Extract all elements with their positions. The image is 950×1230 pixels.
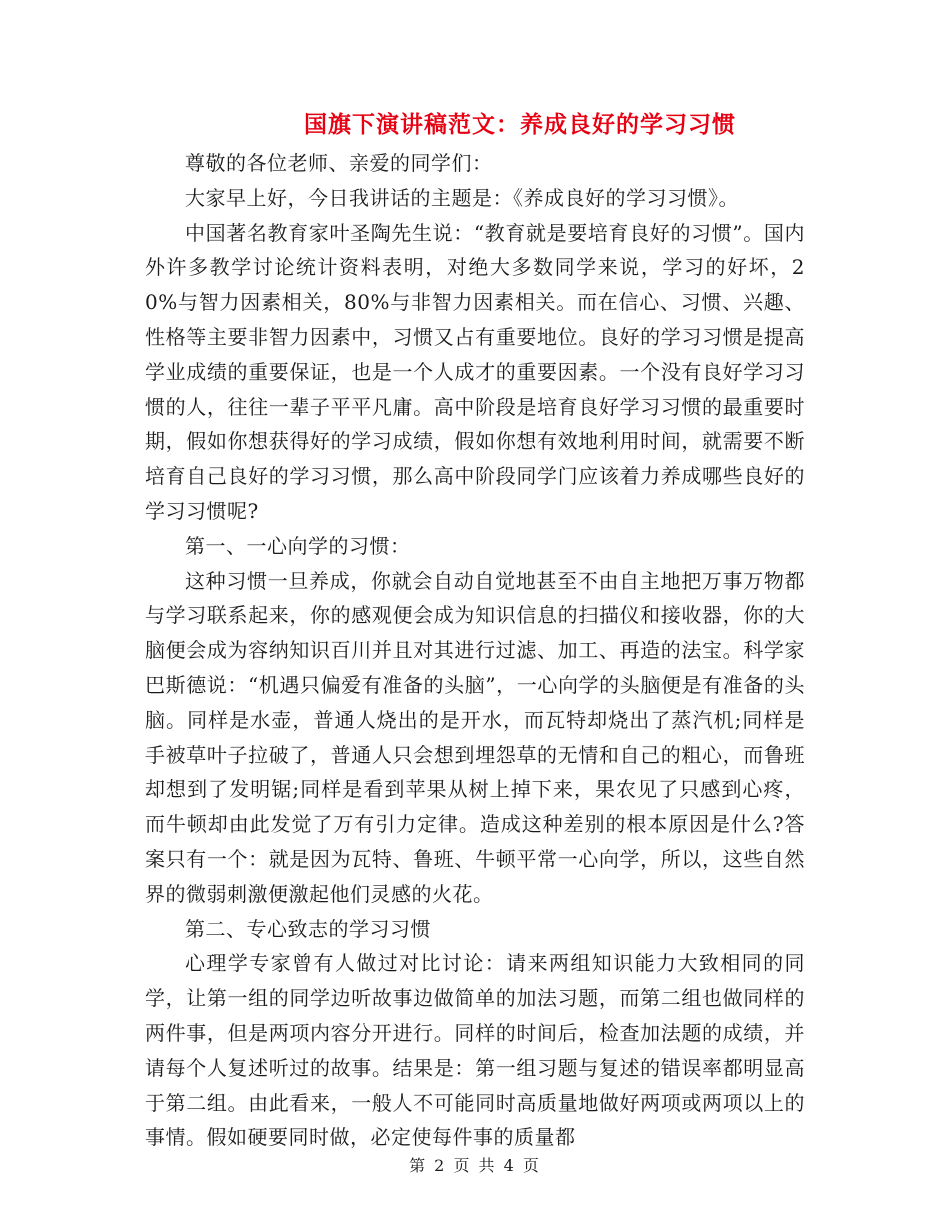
paragraph-opening: 大家早上好，今日我讲话的主题是：《养成良好的学习习惯》。 [185,185,739,210]
document-body [145,146,805,1155]
section-heading-2: 第二、专心致志的学习习惯 [185,916,431,941]
paragraph-section-1: 这种习惯一旦养成，你就会自动自觉地甚至不由自主地把万事万物都与学习联系起来，你的感观便会成为知识信息的扫描仪和接收器，你的大脑便会成为容纳知识百川并且对其进行过滤、加工、再造的法宝。科学家巴斯德说：“机遇只偏爱有准备的头脑”，一心向学的头脑便是有准备的头脑。同样是水壶，普通人烧出的是开水，而瓦特却烧出了蒸汽机;同样是手被草叶子拉破了，普通人只会想到埋怨草的无情和自己的粗心，而鲁班却想到了发明锯;同样是看到苹果从树上掉下来，果农见了只感到心疼，而牛顿却由此发觉了万有引力定律。造成这种差别的根本原因是什么?答案只有一个：就是因为瓦特、鲁班、牛顿平常一心向学，所以，这些自然界的微弱刺激便激起他们灵感的火花。 [145,568,805,906]
section-heading-1: 第一、一心向学的习惯： [185,533,411,558]
page-number-footer: 第 2 页 共 4 页 [409,1156,541,1175]
document-title: 国旗下演讲稿范文：养成良好的学习习惯 [304,112,736,138]
paragraph-introduction: 中国著名教育家叶圣陶先生说：“教育就是要培育良好的习惯”。国内外许多教学讨论统计资料表明，对绝大多数同学来说，学习的好坏，20%与智力因素相关，80%与非智力因素相关。而在信心、习惯、兴趣、性格等主要非智力因素中，习惯又占有重要地位。良好的学习习惯是提高学业成绩的重要保证，也是一个人成才的重要因素。一个没有良好学习习惯的人，往往一辈子平平凡庸。高中阶段是培育良好学习习惯的最重要时期，假如你想获得好的学习成绩，假如你想有效地利用时间，就需要不断培育自己良好的学习习惯，那么高中阶段同学门应该着力养成哪些良好的学习习惯呢? [145,220,805,523]
paragraph-greeting: 尊敬的各位老师、亲爱的同学们： [185,151,493,175]
paragraph-section-2: 心理学专家曾有人做过对比讨论：请来两组知识能力大致相同的同学，让第一组的同学边听故事边做简单的加法习题，而第二组也做同样的两件事，但是两项内容分开进行。同样的时间后，检查加法题的成绩，并请每个人复述听过的故事。结果是：第一组习题与复述的错误率都明显高于第二组。由此看来，一般人不可能同时高质量地做好两项或两项以上的事情。假如硬要同时做，必定使每件事的质量都 [145,951,805,1150]
